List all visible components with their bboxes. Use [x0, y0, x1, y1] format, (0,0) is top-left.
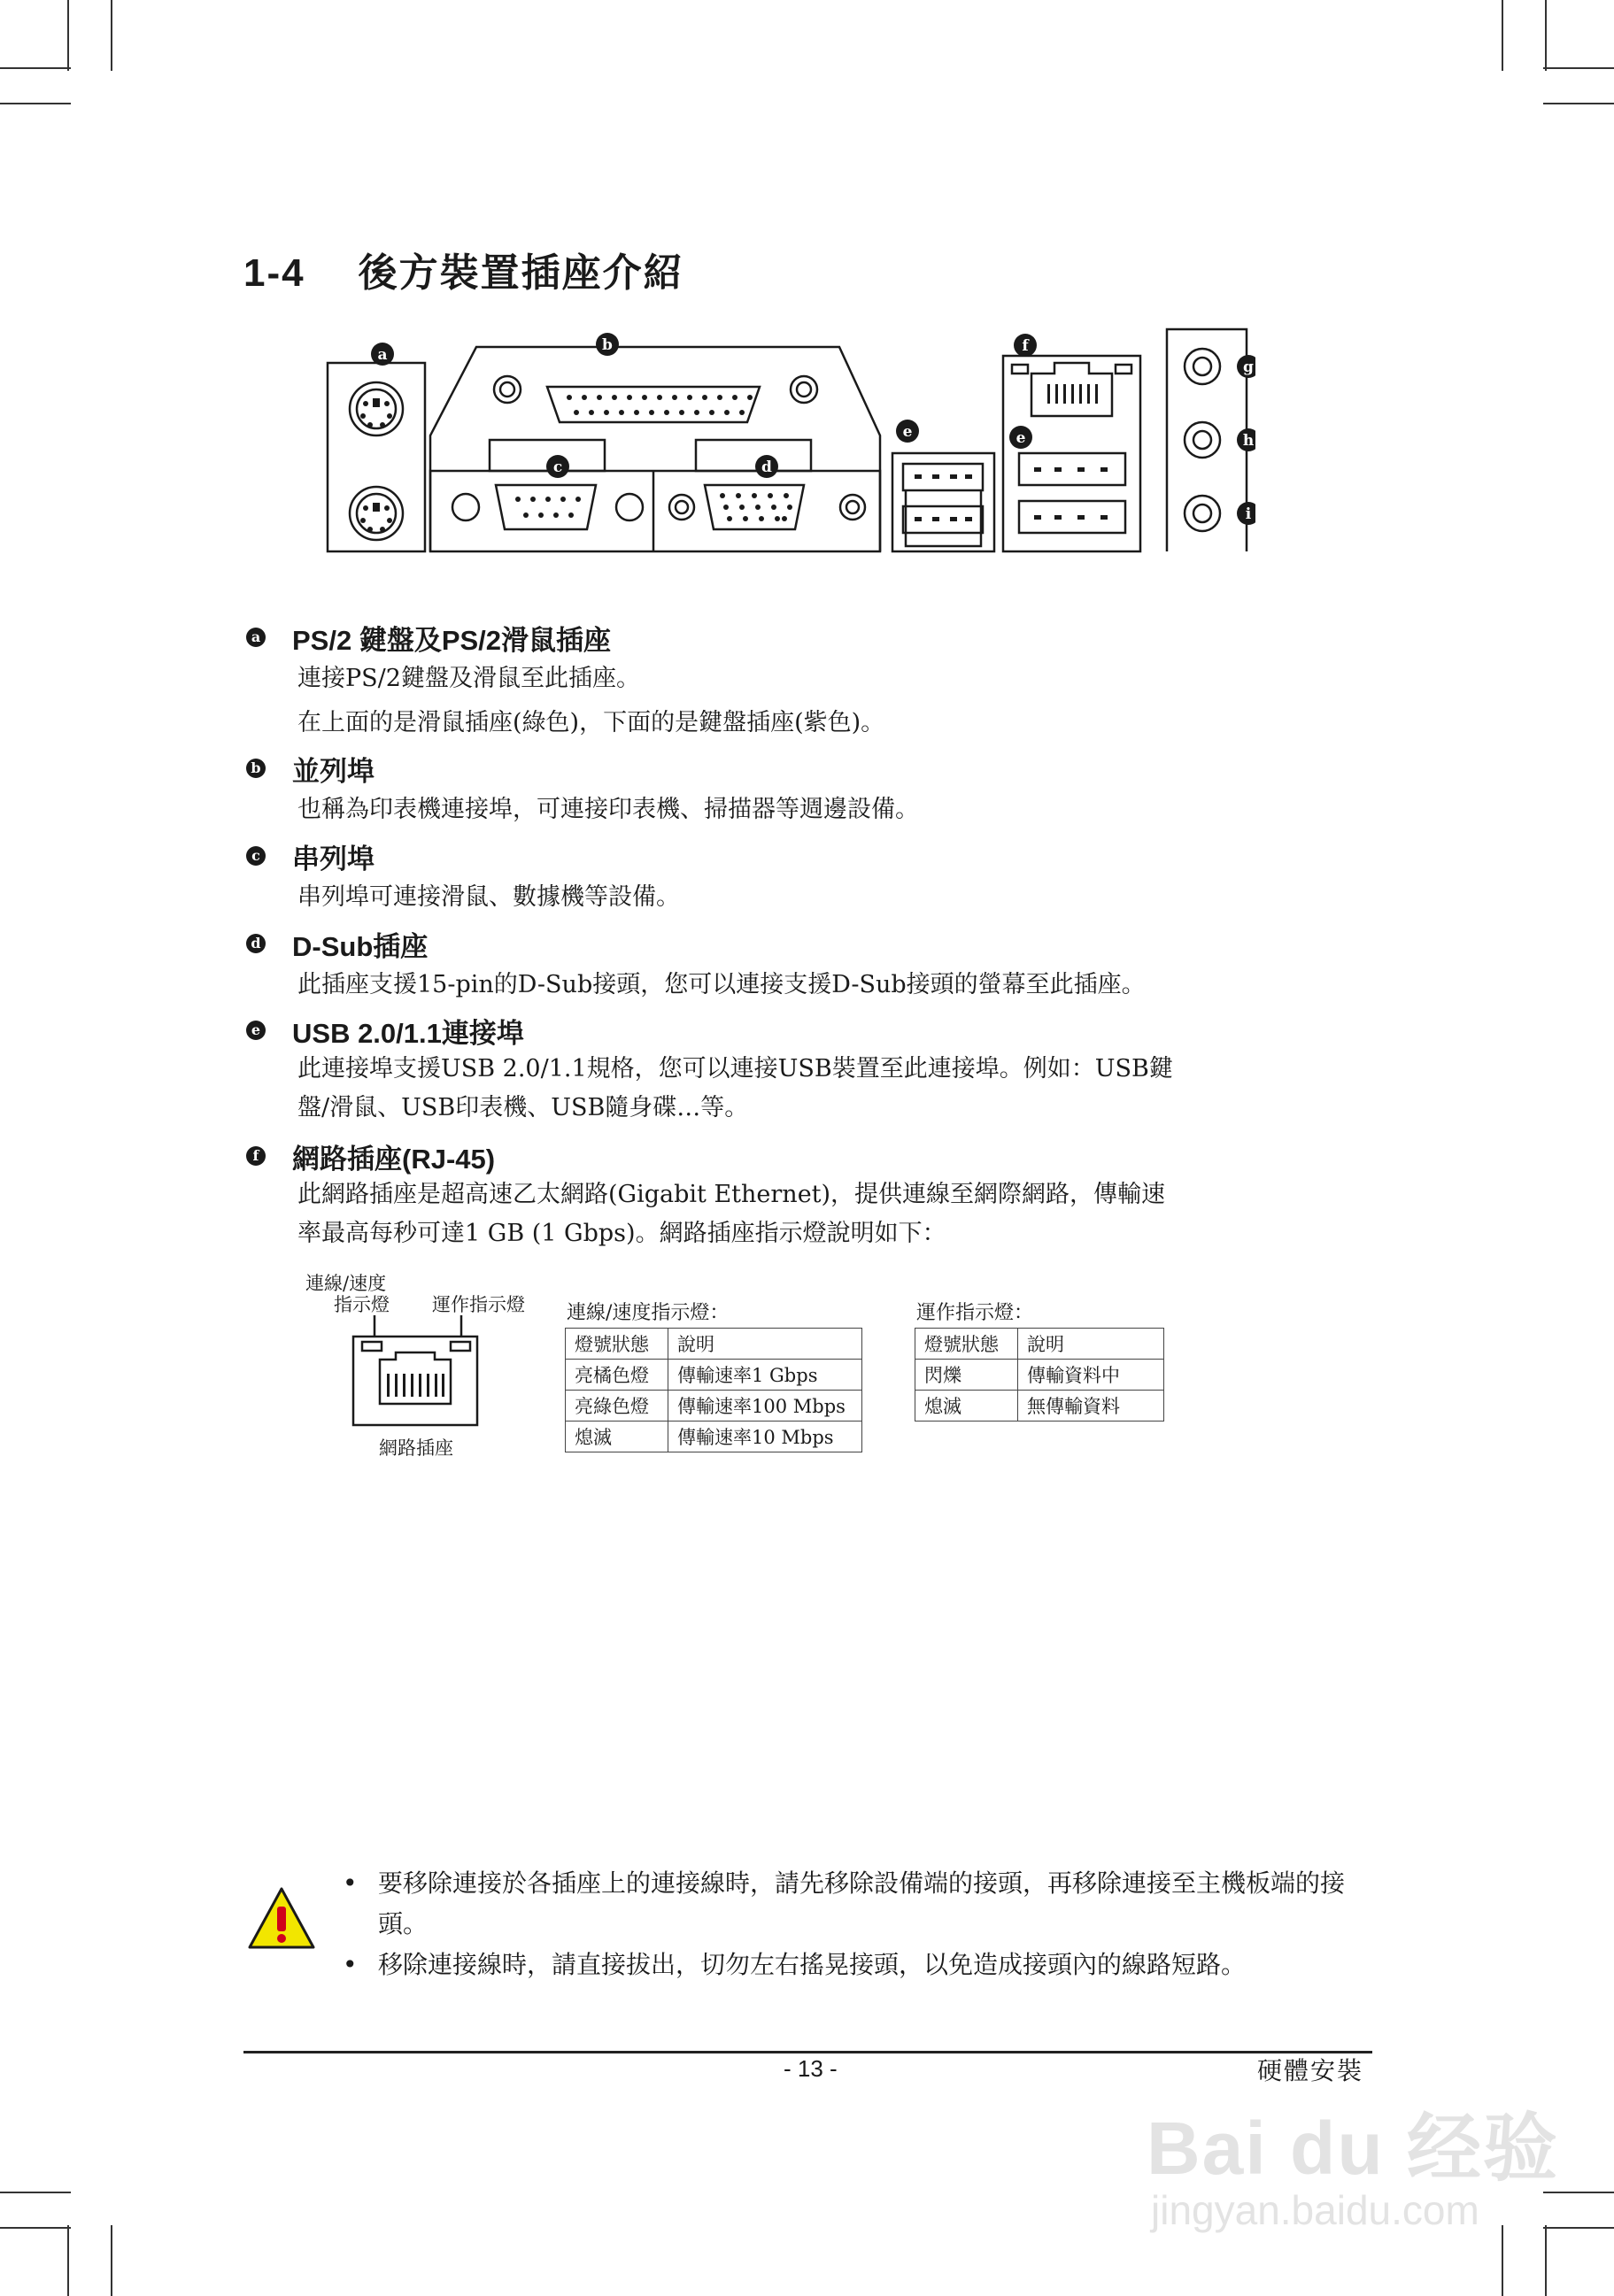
item-badge: f: [246, 1146, 266, 1166]
table-row: [566, 1422, 862, 1452]
item-badge: c: [246, 846, 266, 866]
badge-d-text: d: [761, 458, 772, 476]
table-row: [566, 1391, 862, 1422]
table-cell: 傳輸速率100 Mbps: [668, 1391, 862, 1422]
crop-mark: [1502, 0, 1503, 71]
table-cell: 傳輸資料中: [1018, 1360, 1164, 1391]
item-line: 也稱為印表機連接埠，可連接印表機、掃描器等週邊設備。: [297, 796, 919, 823]
badge-c-text: c: [552, 458, 563, 476]
item-line: 連接PS/2鍵盤及滑鼠至此插座。: [297, 665, 640, 692]
item-badge: a: [246, 628, 266, 647]
item-serial: [246, 836, 1397, 920]
table-row: [915, 1360, 1164, 1391]
speed-led-label: 連線/速度 指示燈: [305, 1273, 390, 1315]
crop-mark: [0, 2192, 71, 2193]
footer-divider: [243, 2051, 1372, 2053]
crop-mark: [1502, 2225, 1503, 2296]
item-title: 並列埠: [292, 755, 375, 787]
crop-mark: [111, 2225, 112, 2296]
crop-mark: [67, 2225, 69, 2296]
table-row: [915, 1329, 1164, 1360]
crop-mark: [67, 0, 69, 71]
item-ps2: [246, 618, 1397, 745]
parallel-block: [430, 347, 880, 551]
jack-label: 網路插座: [379, 1437, 453, 1459]
table-row: [566, 1360, 862, 1391]
table-cell: 傳輸速率10 Mbps: [668, 1422, 862, 1452]
serial-port: [496, 485, 596, 529]
speed-table-title: 連線/速度指示燈：: [567, 1302, 730, 1324]
vga-pins: [720, 493, 792, 521]
audio-block: [1167, 329, 1247, 551]
item-line: 此連接埠支援USB 2.0/1.1規格，您可以連接USB裝置至此連接埠。例如：USB鍵盤/滑鼠、USB印表機、USB隨身碟…等。: [297, 1055, 1173, 1121]
warning-triangle-icon: [246, 1885, 317, 1951]
table-cell: 傳輸速率1 Gbps: [668, 1360, 862, 1391]
badge-h-text: h: [1242, 432, 1255, 450]
item-title: 串列埠: [292, 843, 375, 874]
speed-led-table: [565, 1328, 862, 1452]
warning-list: [341, 1863, 1386, 1985]
item-line: 此網路插座是超高速乙太網路(Gigabit Ethernet)，提供連線至網際網路，傳輸速率最高每秒可達1 GB (1 Gbps)。網路插座指示燈說明如下：: [297, 1181, 1166, 1247]
badge-b-text: b: [602, 336, 613, 354]
item-line: 串列埠可連接滑鼠、數據機等設備。: [297, 883, 680, 911]
item-badge: d: [246, 934, 266, 953]
crop-mark: [1543, 103, 1614, 104]
item-title: D-Sub插座: [292, 930, 429, 962]
item-usb: [246, 1011, 1397, 1128]
item-line: 此插座支援15-pin的D-Sub接頭，您可以連接支援D-Sub接頭的螢幕至此插座。: [297, 971, 1146, 998]
section-title: [243, 241, 684, 297]
section-number: 1-4: [243, 251, 305, 295]
footer-section: 硬體安裝: [1257, 2056, 1364, 2085]
warning-item: • 移除連接線時，請直接拔出，切勿左右搖晃接頭，以免造成接頭內的線路短路。: [341, 1945, 1386, 1985]
back-panel-diagram: [326, 320, 1255, 559]
warning-item: • 要移除連接於各插座上的連接線時，請先移除設備端的接頭，再移除連接至主機板端的接頭。: [341, 1863, 1386, 1945]
table-header-cell: 說明: [1018, 1329, 1164, 1360]
crop-mark: [111, 0, 112, 71]
section-heading: 後方裝置插座介紹: [358, 250, 684, 296]
item-title: 網路插座(RJ-45): [292, 1143, 496, 1175]
badge-g-text: g: [1243, 358, 1254, 376]
table-cell: 亮綠色燈: [566, 1391, 668, 1422]
bullet: •: [343, 1950, 358, 1979]
usb-block: [892, 453, 994, 551]
crop-mark: [1545, 0, 1547, 71]
item-badge: e: [246, 1021, 266, 1040]
crop-mark: [0, 2227, 71, 2229]
crop-mark: [0, 103, 71, 104]
crop-mark: [1545, 2225, 1547, 2296]
serial-pins: [515, 497, 581, 518]
table-header-cell: 燈號狀態: [566, 1329, 668, 1360]
table-cell: 熄滅: [915, 1391, 1018, 1422]
item-title: PS/2 鍵盤及PS/2滑鼠插座: [292, 624, 612, 656]
badge-e2-text: e: [1016, 429, 1026, 447]
crop-mark: [0, 67, 71, 69]
page-number: - 13 -: [784, 2055, 838, 2082]
table-header-cell: 燈號狀態: [915, 1329, 1018, 1360]
badge-i-text: i: [1245, 505, 1252, 523]
badge-a-text: a: [377, 346, 388, 364]
ps2-block: [328, 363, 425, 551]
item-line: 在上面的是滑鼠插座(綠色)，下面的是鍵盤插座(紫色)。: [297, 709, 885, 736]
table-cell: 亮橘色燈: [566, 1360, 668, 1391]
table-row: [566, 1329, 862, 1360]
lan-jack-diagram: [350, 1315, 483, 1435]
bullet: •: [343, 1868, 358, 1898]
activity-table-title: 運作指示燈：: [916, 1302, 1034, 1324]
item-dsub: [246, 924, 1397, 1007]
table-cell: 無傳輸資料: [1018, 1391, 1164, 1422]
parallel-port: [547, 387, 760, 422]
watermark-url: jingyan.baidu.com: [1151, 2187, 1479, 2233]
parallel-pins: [567, 395, 753, 415]
activity-led-label: 運作指示燈: [432, 1294, 525, 1315]
table-cell: 熄滅: [566, 1422, 668, 1452]
item-badge: b: [246, 759, 266, 778]
watermark-logo: Bai du 经验: [1147, 2107, 1560, 2190]
crop-mark: [1543, 2227, 1614, 2229]
table-header-cell: 說明: [668, 1329, 862, 1360]
badge-f-text: f: [1022, 337, 1029, 355]
crop-mark: [1543, 67, 1614, 69]
badge-e-text: e: [902, 423, 913, 441]
table-cell: 閃爍: [915, 1360, 1018, 1391]
item-title: USB 2.0/1.1連接埠: [292, 1017, 524, 1049]
item-parallel: [246, 749, 1397, 832]
activity-led-table: [915, 1328, 1164, 1422]
item-lan: [246, 1136, 1397, 1253]
table-row: [915, 1391, 1164, 1422]
